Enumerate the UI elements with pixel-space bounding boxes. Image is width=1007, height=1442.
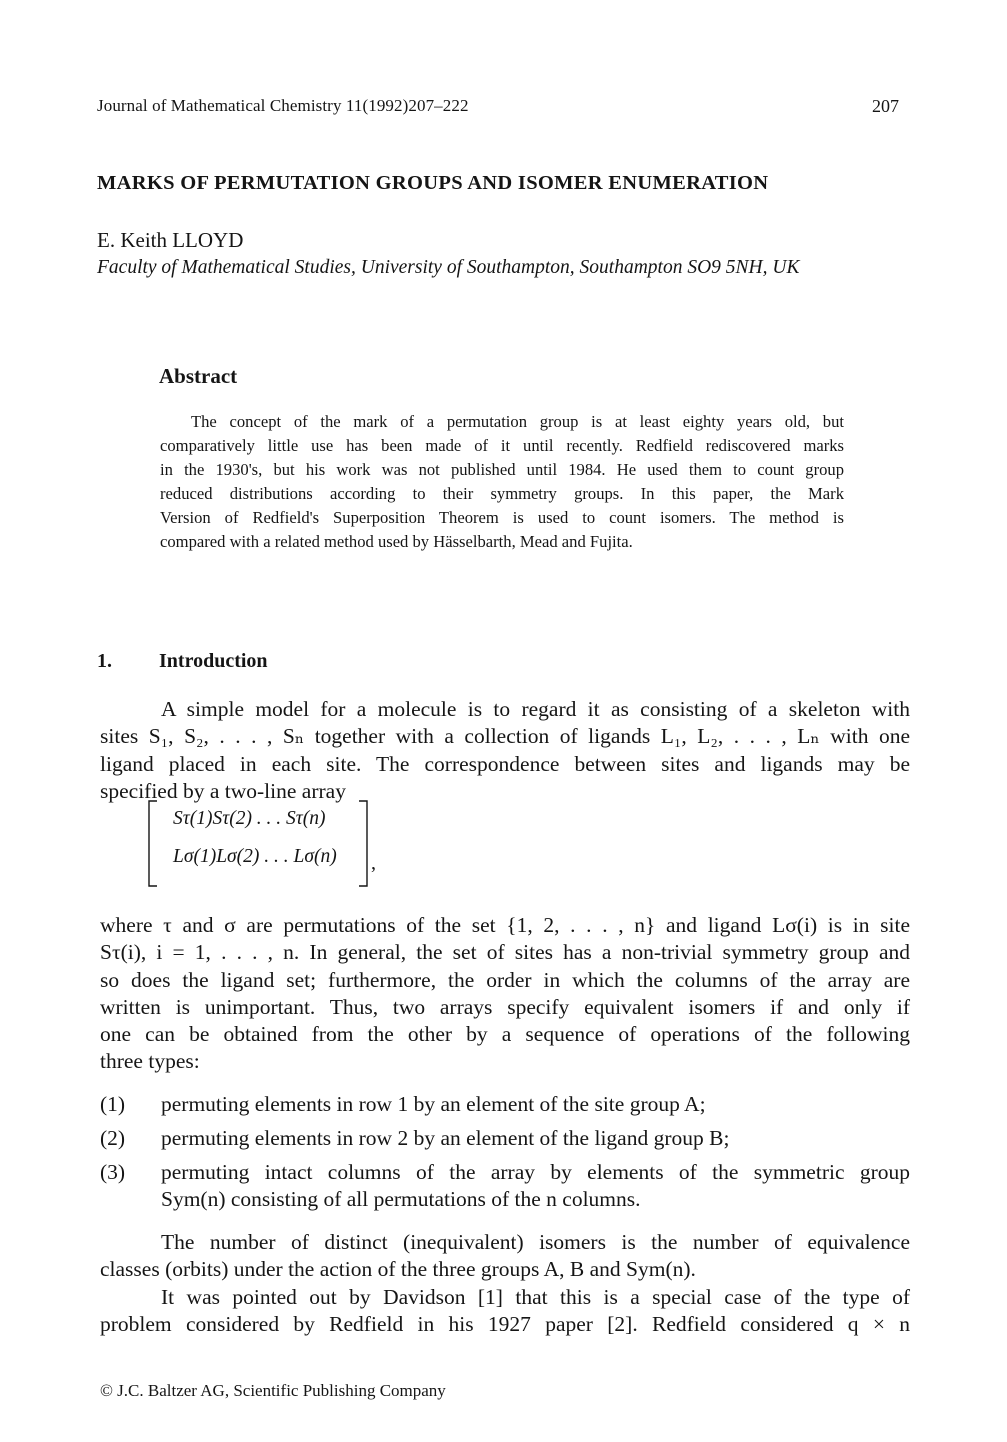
- abstract-line: The concept of the mark of a permutation group is at least eighty years old, but: [191, 412, 844, 431]
- list-text: Sym(n) consisting of all permutations of the n columns.: [161, 1187, 641, 1212]
- abstract-body: [160, 410, 844, 554]
- paper-title: MARKS OF PERMUTATION GROUPS AND ISOMER ENUMERATION: [97, 172, 769, 194]
- abstract-line: in the 1930's, but his work was not published until 1984. He used them to count group: [160, 460, 844, 479]
- intro-paragraph-2: [100, 912, 910, 1076]
- text-line: problem considered by Redfield in his 1927 paper [2]. Redfield considered q × n: [100, 1312, 910, 1337]
- array-row-sites: Sτ(1)Sτ(2) . . . Sτ(n): [173, 808, 326, 829]
- array-row-ligands: Lσ(1)Lσ(2) . . . Lσ(n): [173, 846, 337, 867]
- abstract-line: compared with a related method used by Hässelbarth, Mead and Fujita.: [160, 532, 633, 551]
- text-line: It was pointed out by Davidson [1] that this is a special case of the type of: [161, 1285, 910, 1309]
- running-head: Journal of Mathematical Chemistry 11(1992)207–222: [97, 96, 469, 115]
- list-number: (3): [100, 1160, 126, 1184]
- abstract-line: comparatively little use has been made of it until recently. Redfield rediscovered marks: [160, 436, 844, 455]
- intro-paragraph-3: [100, 1229, 910, 1284]
- text-line: so does the ligand set; furthermore, the order in which the columns of the array are: [100, 967, 910, 992]
- text-line: sites S₁, S₂, . . . , Sₙ together with a collection of ligands L₁, L₂, . . . , Lₙ with one: [100, 724, 910, 749]
- text-line: specified by a two-line array: [100, 778, 346, 803]
- intro-paragraph-4: [100, 1284, 910, 1339]
- text-line: where τ and σ are permutations of the set {1, 2, . . . , n} and ligand Lσ(i) is in site: [100, 913, 910, 937]
- section-title: Introduction: [159, 650, 268, 672]
- list-text: permuting elements in row 1 by an element of the site group A;: [161, 1092, 706, 1116]
- text-line: one can be obtained from the other by a sequence of operations of the following: [100, 1022, 910, 1047]
- two-line-array: [143, 796, 379, 891]
- author-name: E. Keith LLOYD: [97, 228, 244, 252]
- abstract-heading: Abstract: [159, 364, 238, 388]
- list-text: permuting elements in row 2 by an element of the ligand group B;: [161, 1126, 730, 1150]
- array-trailing-comma: ,: [371, 852, 376, 874]
- text-line: Sτ(i), i = 1, . . . , n. In general, the set of sites has a non-trivial symmetry group and: [100, 940, 910, 965]
- text-line: three types:: [100, 1049, 200, 1074]
- text-line: A simple model for a molecule is to regard it as consisting of a skeleton with: [161, 697, 910, 721]
- copyright-footer: © J.C. Baltzer AG, Scientific Publishing Company: [100, 1381, 446, 1400]
- abstract-line: reduced distributions according to their symmetry groups. In this paper, the Mark: [160, 484, 844, 503]
- page-number: 207: [872, 96, 899, 116]
- author-affiliation: Faculty of Mathematical Studies, University of Southampton, Southampton SO9 5NH, UK: [97, 257, 800, 278]
- text-line: classes (orbits) under the action of the three groups A, B and Sym(n).: [100, 1257, 696, 1282]
- section-number: 1.: [97, 650, 112, 672]
- text-line: written is unimportant. Thus, two arrays specify equivalent isomers if and only if: [100, 994, 910, 1019]
- text-line: ligand placed in each site. The correspondence between sites and ligands may be: [100, 751, 910, 776]
- text-line: The number of distinct (inequivalent) isomers is the number of equivalence: [161, 1230, 910, 1254]
- list-number: (1): [100, 1092, 126, 1116]
- list-number: (2): [100, 1126, 126, 1150]
- intro-paragraph-1: [100, 696, 910, 805]
- list-text: permuting intact columns of the array by elements of the symmetric group: [161, 1160, 910, 1184]
- abstract-line: Version of Redfield's Superposition Theorem is used to count isomers. The method is: [160, 508, 844, 527]
